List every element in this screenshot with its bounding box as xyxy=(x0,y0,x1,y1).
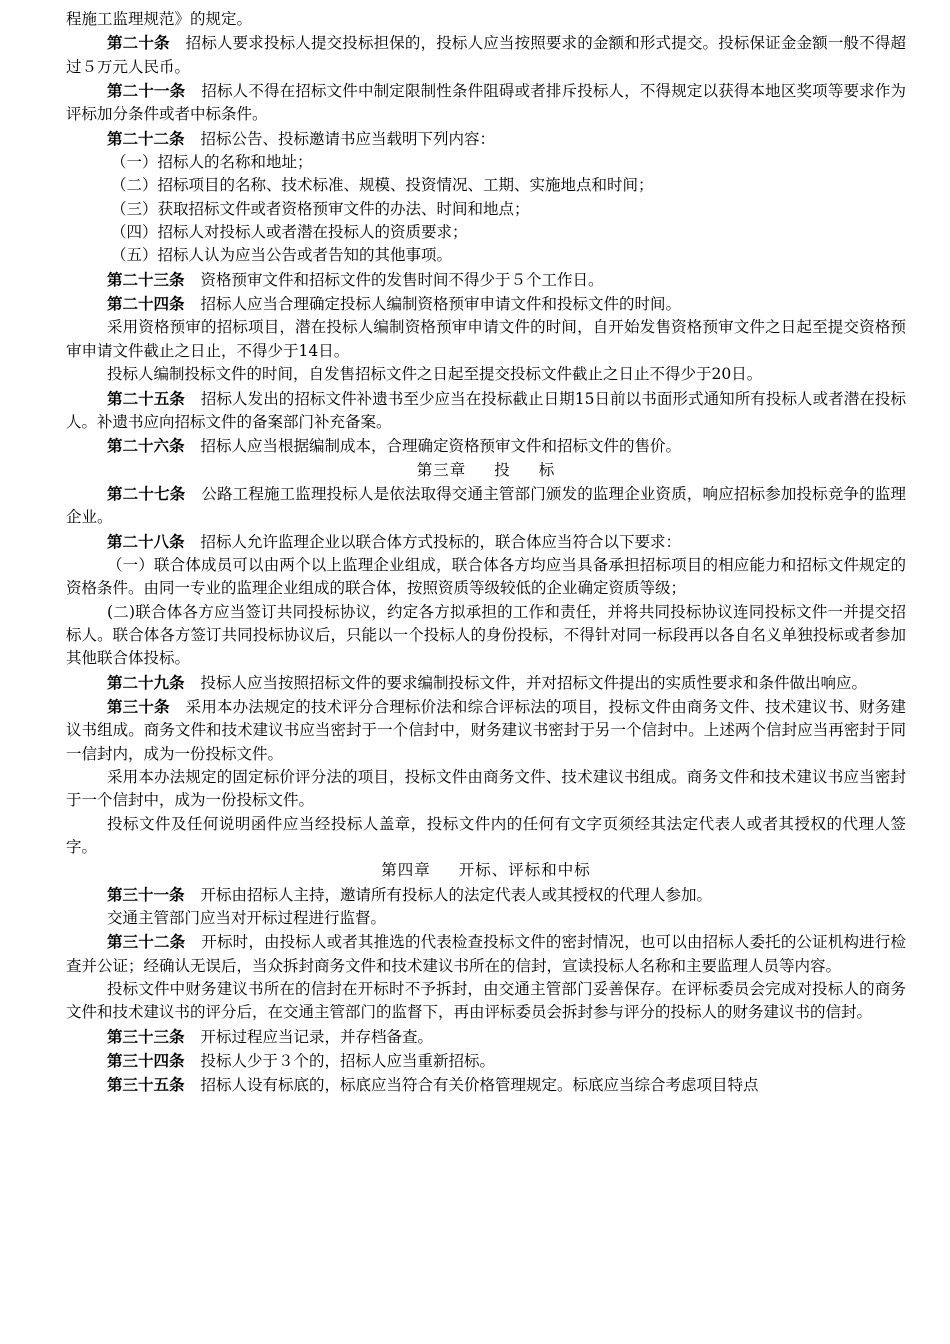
article-30: 第三十条 采用本办法规定的技术评分合理标价法和综合评标法的项目，投标文件由商务文件、技术建议书、财务建议书组成。商务文件和技术建议书应当密封于一个信封中，财务建议书密封于另一个信封中。上述两个信封应当再密封于同一信封内，成为一份投标文件。 xyxy=(66,696,906,763)
article-number: 第三十二条 xyxy=(107,932,186,952)
list-item: （五）招标人认为应当公告或者告知的其他事项。 xyxy=(111,246,453,265)
article-34: 第三十四条 投标人少于３个的，招标人应当重新招标。 xyxy=(107,1051,496,1071)
article-33: 第三十三条 开标过程应当记录，并存档备查。 xyxy=(107,1026,434,1046)
article-29: 第二十九条 投标人应当按照招标文件的要求编制投标文件，并对招标文件提出的实质性要求和条件做出响应。 xyxy=(107,672,868,692)
list-item: （四）招标人对投标人或者潜在投标人的资质要求； xyxy=(111,223,468,242)
paragraph: 投标文件中财务建议书所在的信封在开标时不予拆封，由交通主管部门妥善保存。在评标委员会完成对投标人的商务文件和技术建议书的评分后，在交通主管部门的监督下，再由评标委员会拆封参与评分的投标人的财务建议书的信封。 xyxy=(66,980,906,1022)
article-number: 第三十三条 xyxy=(107,1026,185,1046)
article-number: 第二十七条 xyxy=(107,483,186,503)
article-20: 第二十条 招标人要求投标人提交投标担保的，投标人应当按照要求的金额和形式提交。投标保证金金额一般不得超过５万元人民币。 xyxy=(66,33,906,76)
list-item: (二)联合体各方应当签订共同投标协议，约定各方拟承担的工作和责任，并将共同投标协议连同投标文件一并提交招标人。联合体各方签订共同投标协议后，只能以一个投标人的身份投标，不得针对同一标段再以各自名义单独投标或者参加其他联合体投标。 xyxy=(66,602,906,668)
article-number: 第二十五条 xyxy=(107,388,185,408)
article-number: 第二十九条 xyxy=(107,672,185,692)
article-number: 第三十一条 xyxy=(107,884,185,904)
article-21: 第二十一条 招标人不得在招标文件中制定限制性条件阻碍或者排斥投标人，不得规定以获得本地区奖项等要求作为评标加分条件或者中标条件。 xyxy=(66,81,906,124)
article-number: 第二十二条 xyxy=(107,128,185,148)
list-item: （一）招标人的名称和地址； xyxy=(111,153,313,172)
paragraph: 程施工监理规范》的规定。 xyxy=(66,10,253,28)
article-22: 第二十二条 招标公告、投标邀请书应当载明下列内容： xyxy=(107,128,496,148)
article-number: 第二十三条 xyxy=(107,269,185,289)
list-item: （三）获取招标文件或者资格预审文件的办法、时间和地点； xyxy=(111,199,530,218)
article-26: 第二十六条 招标人应当根据编制成本，合理确定资格预审文件和招标文件的售价。 xyxy=(107,436,682,456)
article-27: 第二十七条 公路工程施工监理投标人是依法取得交通主管部门颁发的监理企业资质，响应招标参加投标竞争的监理企业。 xyxy=(66,483,906,527)
article-number: 第三十四条 xyxy=(107,1051,185,1071)
paragraph: 交通主管部门应当对开标过程进行监督。 xyxy=(107,909,387,928)
article-35: 第三十五条 招标人设有标底的，标底应当符合有关价格管理规定。标底应当综合考虑项目特点 xyxy=(107,1075,759,1095)
chapter-heading: 第四章 开标、评标和中标 xyxy=(381,861,591,880)
article-number: 第二十条 xyxy=(107,33,170,53)
article-24: 第二十四条 招标人应当合理确定投标人编制资格预审申请文件和投标文件的时间。 xyxy=(107,294,682,314)
article-number: 第二十四条 xyxy=(107,294,185,314)
article-number: 第二十一条 xyxy=(107,81,186,101)
paragraph: 投标人编制投标文件的时间，自发售招标文件之日起至提交投标文件截止之日止不得少于20日。 xyxy=(107,365,763,384)
article-31: 第三十一条 开标由招标人主持，邀请所有投标人的法定代表人或其授权的代理人参加。 xyxy=(107,884,713,904)
chapter-heading: 第三章 投 标 xyxy=(416,460,556,479)
article-number: 第二十六条 xyxy=(107,436,185,456)
list-item: （二）招标项目的名称、技术标准、规模、投资情况、工期、实施地点和时间； xyxy=(111,176,654,195)
article-number: 第二十八条 xyxy=(107,531,185,551)
article-28: 第二十八条 招标人允许监理企业以联合体方式投标的，联合体应当符合以下要求： xyxy=(107,531,682,551)
list-item: （一）联合体成员可以由两个以上监理企业组成，联合体各方均应当具备承担招标项目的相应能力和招标文件规定的资格条件。由同一专业的监理企业组成的联合体，按照资质等级较低的企业确定资质等级； xyxy=(66,555,906,598)
article-25: 第二十五条 招标人发出的招标文件补遗书至少应当在投标截止日期15日前以书面形式通知所有投标人或者潜在投标人。补遗书应向招标文件的备案部门补充备案。 xyxy=(66,388,906,431)
article-23: 第二十三条 资格预审文件和招标文件的发售时间不得少于５个工作日。 xyxy=(107,269,604,289)
article-number: 第三十条 xyxy=(107,696,170,716)
paragraph: 采用资格预审的招标项目，潜在投标人编制资格预审申请文件的时间，自开始发售资格预审文件之日起至提交资格预审申请文件截止之日止，不得少于14日。 xyxy=(66,318,906,360)
paragraph: 投标文件及任何说明函件应当经投标人盖章，投标文件内的任何有文字页须经其法定代表人或者其授权的代理人签字。 xyxy=(66,814,906,857)
article-number: 第三十五条 xyxy=(107,1075,185,1095)
paragraph: 采用本办法规定的固定标价评分法的项目，投标文件由商务文件、技术建议书组成。商务文件和技术建议书应当密封于一个信封中，成为一份投标文件。 xyxy=(66,768,906,810)
article-32: 第三十二条 开标时，由投标人或者其推选的代表检查投标文件的密封情况，也可以由招标人委托的公证机构进行检查并公证；经确认无误后，当众拆封商务文件和技术建议书所在的信封，宣读投标人名称和主要监理人员等内容。 xyxy=(66,932,906,975)
